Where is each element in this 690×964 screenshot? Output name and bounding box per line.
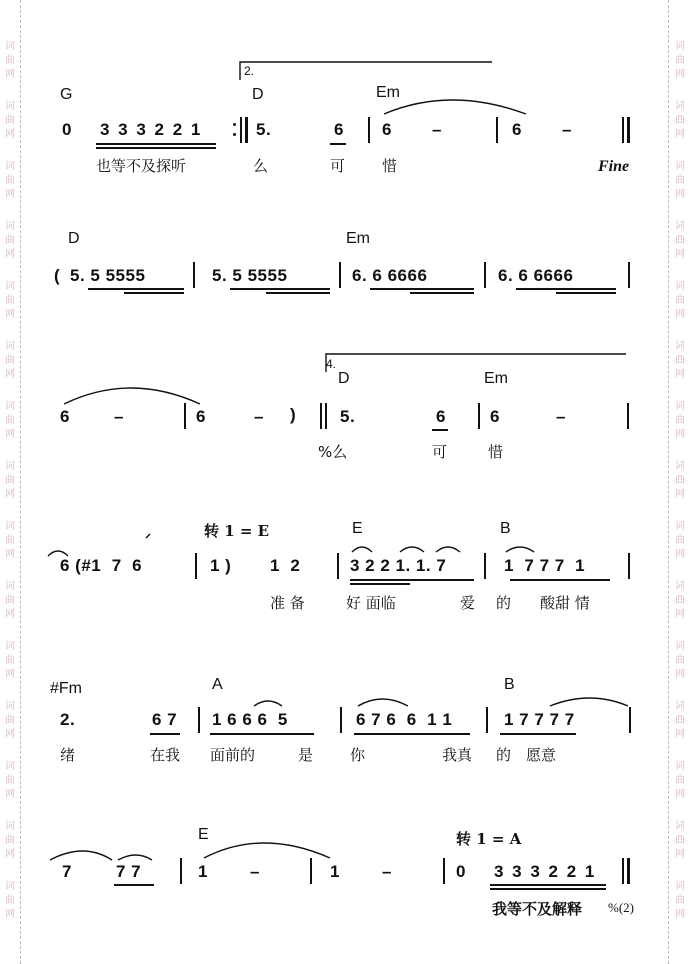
lyric: 好 面临 [346,594,396,612]
segno-page-ref: %(2) [608,900,634,915]
ornament-mark [146,534,150,538]
watermark-glyph: 网 [675,429,685,440]
lyric: 惜 [382,157,398,175]
watermark-glyph: 网 [675,849,685,860]
note: 6 [512,120,522,139]
watermark-glyph: 曲 [5,895,15,906]
note-group: 1 7 7 7 7 [504,710,575,729]
watermark-glyph: 网 [675,189,685,200]
watermark-glyph: 网 [675,309,685,320]
key-change-label: 转 1 = A [456,830,522,848]
note: 7 [62,862,72,881]
watermark-glyph: 曲 [5,415,15,426]
volta-bracket [326,354,626,372]
lyric: 愿意 [526,746,557,764]
lyric: 我真 [442,746,473,764]
lyric: 你 [350,746,366,764]
note: 6 [436,407,446,426]
note: 6 [334,120,344,139]
slur-arc [400,547,424,552]
watermark-glyph: 网 [675,129,685,140]
paren-close: ) [290,405,297,424]
slur-arc [50,851,112,860]
watermark-glyph: 曲 [675,115,685,126]
watermark-glyph: 词 [675,401,685,412]
watermark-glyph: 词 [5,101,15,112]
watermark-glyph: 网 [5,609,15,620]
lyric: 酸甜 情 [540,594,590,612]
note-group: 1 2 [270,556,301,575]
chord-symbol: Em [484,370,508,387]
chord-symbol: B [504,676,515,693]
watermark-glyph: 曲 [675,355,685,366]
watermark-glyph: 网 [5,429,15,440]
note-group: 1 6 6 6 5 [212,710,288,729]
watermark-glyph: 曲 [5,835,15,846]
watermark-glyph: 曲 [5,715,15,726]
volta-label: 2. [244,64,255,78]
watermark-glyph: 网 [675,489,685,500]
watermark-glyph: 网 [5,789,15,800]
watermark-glyph: 网 [675,909,685,920]
dash: – [382,862,392,881]
watermark-glyph: 曲 [5,55,15,66]
watermark-glyph: 词 [5,221,15,232]
chord-symbol: D [252,86,264,103]
watermark-glyph: 曲 [5,655,15,666]
watermark-glyph: 网 [5,729,15,740]
note-group: 5. 5 5555 [70,266,146,285]
watermark-glyph: 曲 [675,295,685,306]
note-group: 7 7 [116,862,142,881]
slur-arc [118,855,152,860]
note: 6 [382,120,392,139]
note: 6 [60,407,70,426]
slur-arc [550,698,628,706]
watermark-glyph: 网 [5,909,15,920]
watermark-glyph: 网 [5,669,15,680]
slur-arc [358,699,408,706]
note-group: 6 (#1 7 6 [60,556,143,575]
watermark-glyph: 网 [5,309,15,320]
lyric: %么 [318,443,348,461]
note-group: 3 2 2 1. 1. 7 [350,556,447,575]
watermark-glyph: 词 [5,461,15,472]
note-group: 1 ) [210,556,232,575]
note: 0 [456,862,466,881]
lyric: 绪 [60,746,76,764]
note-group: 6. 6 6666 [498,266,574,285]
watermark-glyph: 词 [675,521,685,532]
watermark-glyph: 曲 [5,475,15,486]
dash: – [432,120,442,139]
note: 0 [62,120,72,139]
lyric: 么 [253,157,269,175]
watermark-glyph: 词 [675,221,685,232]
watermark-glyph: 曲 [675,775,685,786]
slur-arc [352,547,372,552]
note: 5. [340,407,356,426]
dash: – [254,407,264,426]
watermark-glyph: 网 [675,789,685,800]
tie-arc [48,551,68,556]
lyric: 在我 [150,746,181,764]
watermark-glyph: 词 [5,41,15,52]
watermark-glyph: 曲 [5,295,15,306]
watermark-glyph: 曲 [675,535,685,546]
lyric: 面前的 [210,746,256,764]
watermark-glyph: 词 [675,701,685,712]
watermark-glyph: 词 [675,101,685,112]
watermark-glyph: 曲 [675,895,685,906]
note: 1 [198,862,208,881]
lyric: 的 [496,594,512,612]
lyric: 惜 [488,443,504,461]
watermark-glyph: 词 [5,581,15,592]
volta-bracket [240,62,492,80]
lyric: 也等不及探听 [96,157,187,175]
watermark-glyph: 网 [5,549,15,560]
watermark-glyph: 词 [5,701,15,712]
watermark-glyph: 网 [5,369,15,380]
watermark-glyph: 曲 [5,535,15,546]
watermark-glyph: 曲 [5,235,15,246]
note-group: 1 7 7 7 1 [504,556,586,575]
watermark-glyph: 曲 [5,595,15,606]
watermark-glyph: 曲 [675,595,685,606]
paren-open: ( [54,266,61,285]
chord-symbol: #Fm [50,680,82,697]
note-group: 3 3 3 2 2 1 [100,120,203,139]
tie-arc [64,388,200,404]
key-change-label: 转 1 = E [204,522,270,540]
chord-symbol: G [60,86,73,103]
watermark-glyph: 曲 [5,355,15,366]
watermark-glyph: 词 [675,41,685,52]
watermark-glyph: 词 [675,821,685,832]
watermark-glyph: 曲 [5,115,15,126]
watermark-glyph: 词 [5,641,15,652]
note-group: 5. 5 5555 [212,266,288,285]
dash: – [562,120,572,139]
watermark-glyph: 网 [675,729,685,740]
watermark-glyph: 曲 [675,475,685,486]
watermark-glyph: 网 [675,249,685,260]
volta-label: 4. [326,357,337,371]
lyric: 我等不及解释 [492,900,583,918]
watermark-glyph: 网 [675,369,685,380]
note: 5. [256,120,272,139]
watermark-glyph: 词 [5,281,15,292]
note-group: 3 3 3 2 2 1 [494,862,597,881]
fine-mark: Fine [598,158,630,175]
watermark-glyph: 曲 [675,415,685,426]
watermark-glyph: 网 [675,609,685,620]
slur-arc [506,547,534,552]
watermark-glyph: 网 [5,489,15,500]
watermark-glyph: 曲 [675,55,685,66]
slur-arc [254,701,282,706]
watermark-glyph: 网 [5,189,15,200]
watermark-glyph: 词 [5,401,15,412]
chord-symbol: D [68,230,80,247]
lyric: 可 [330,157,346,175]
watermark-glyph: 网 [5,129,15,140]
watermark-glyph: 词 [5,521,15,532]
note: 6 [196,407,206,426]
watermark-glyph: 词 [675,761,685,772]
watermark-glyph: 词 [675,581,685,592]
chord-symbol: Em [376,84,400,101]
chord-symbol: E [352,520,363,537]
chord-symbol: D [338,370,350,387]
note: 1 [330,862,340,881]
watermark-glyph: 曲 [675,715,685,726]
watermark-glyph: 词 [675,161,685,172]
watermark-glyph: 词 [5,761,15,772]
chord-symbol: Em [346,230,370,247]
watermark-glyph: 曲 [675,235,685,246]
lyric: 爱 [460,594,476,612]
dash: – [556,407,566,426]
watermark-glyph: 曲 [675,655,685,666]
watermark-glyph: 网 [5,849,15,860]
watermark-glyph: 曲 [5,175,15,186]
lyric: 是 [298,746,314,764]
watermark-glyph: 词 [5,161,15,172]
watermark-glyph: 曲 [5,775,15,786]
tie-arc [204,843,330,858]
watermark-glyph: 词 [5,341,15,352]
watermark-glyph: 网 [675,69,685,80]
watermark-glyph: 词 [675,461,685,472]
watermark-glyph: 网 [675,549,685,560]
watermark-glyph: 网 [675,669,685,680]
watermark-glyph: 词 [5,821,15,832]
chord-symbol: B [500,520,511,537]
watermark-glyph: 曲 [675,835,685,846]
watermark-glyph: 网 [5,69,15,80]
chord-symbol: A [212,676,223,693]
lyric: 的 [496,746,512,764]
watermark-glyph: 词 [675,881,685,892]
watermark-glyph: 词 [675,641,685,652]
note-group: 6. 6 6666 [352,266,428,285]
watermark-glyph: 词 [675,281,685,292]
dash: – [114,407,124,426]
lyric: 可 [432,443,448,461]
note: 6 [490,407,500,426]
watermark-glyph: 曲 [675,175,685,186]
chord-symbol: E [198,826,209,843]
slur-arc [436,547,460,552]
watermark-glyph: 网 [5,249,15,260]
watermark-glyph: 词 [5,881,15,892]
tie-arc [384,100,526,114]
dash: – [250,862,260,881]
note: 2. [60,710,76,729]
note-group: 6 7 6 6 1 1 [356,710,453,729]
lyric: 准 备 [270,594,305,612]
watermark-glyph: 词 [675,341,685,352]
note-group: 6 7 [152,710,178,729]
